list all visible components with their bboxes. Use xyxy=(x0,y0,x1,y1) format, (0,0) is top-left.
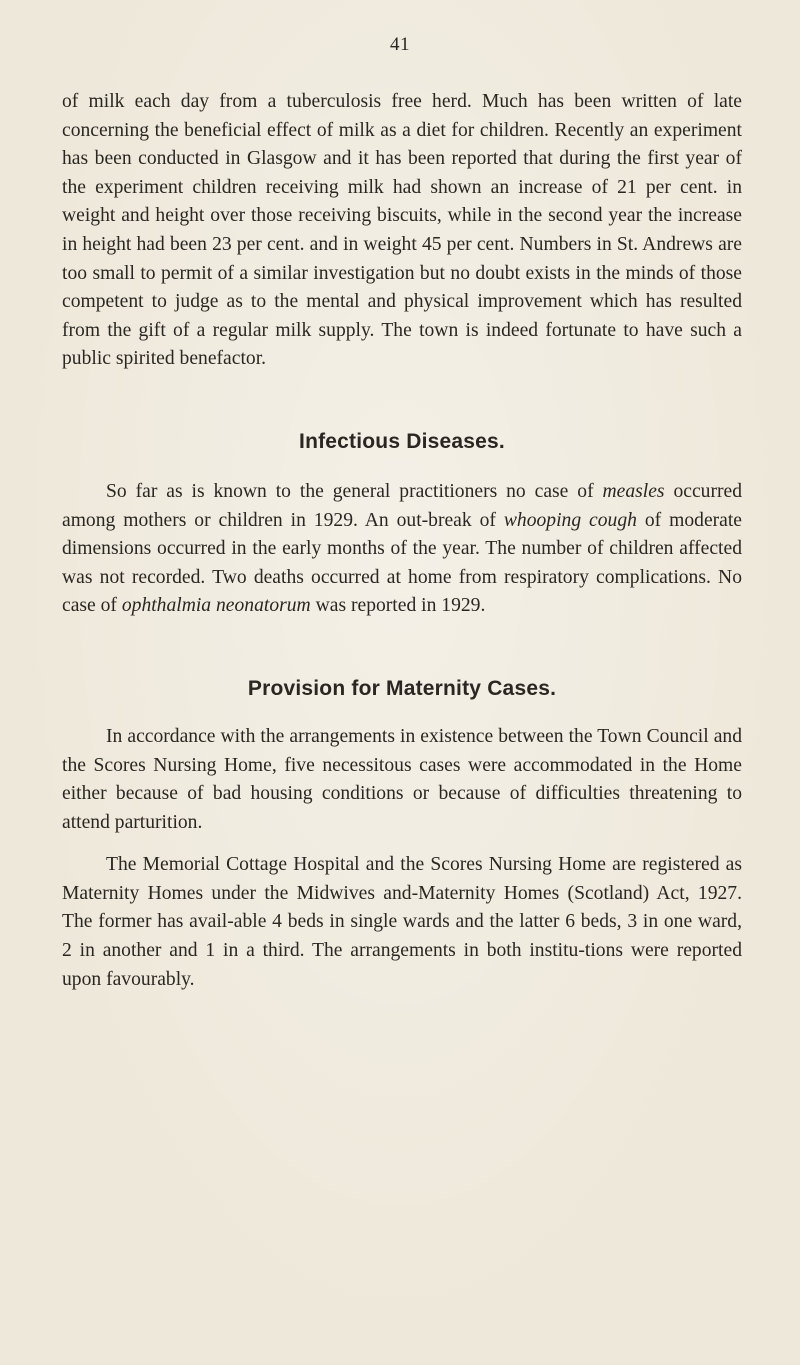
intro-paragraph: of milk each day from a tuberculosis free herd. Much has been written of late concerning the beneficial effect of milk as a diet for children. Recently an experiment has been conducted in Glasgow and it has been reported that during the first year of the experiment children receiving milk had shown an increase of 21 per cent. in weight and height over those receiving biscuits, while in the second year the increase in height had been 23 per cent. and in weight 45 per cent. Numbers in St. Andrews are too small to permit of a similar investigation but no doubt exists in the minds of those competent to judge as to the mental and physical improvement which has resulted from the gift of a regular milk supply. The town is indeed fortunate to have such a public spirited benefactor. xyxy=(62,91,742,370)
term-ophthalmia: ophthalmia neonatorum xyxy=(121,595,311,617)
heading-provision-maternity: Provision for Maternity Cases. xyxy=(247,676,557,700)
maternity-paragraph-1: In accordance with the arrangements in existence between the Town Council and the Scores Nursing Home, five necessitous cases were accommodated in the Home either because of bad housing conditions or because of difficulties threatening to attend parturition. xyxy=(62,725,742,833)
term-whooping-cough: whooping cough xyxy=(503,509,637,531)
maternity-paragraph-2: The Memorial Cottage Hospital and the Scores Nursing Home are registered as Maternity Homes under the Midwives and-Maternity Homes (Scotland) Act, 1927. The former has avail-able 4 beds in single wards and the latter 6 beds, 3 in one ward, 2 in another and 1 in a third. The arrangements in both institu-tions were reported upon favourably. xyxy=(62,854,742,990)
infectious-text-d: was reported in 1929. xyxy=(310,595,486,617)
infectious-text-b: occurred among mothers or children in 1929. An out-break of xyxy=(62,480,742,531)
paragraph-gap xyxy=(62,837,742,851)
page-content xyxy=(62,88,742,994)
term-measles: measles xyxy=(602,480,665,502)
heading-infectious-diseases: Infectious Diseases. xyxy=(299,429,505,453)
page-number: 41 xyxy=(390,34,410,55)
infectious-paragraph xyxy=(62,478,742,621)
infectious-text-c: of moderate dimensions occurred in the early months of the year. The number of children affected was not recorded. Two deaths occurred at home from respiratory complications. No case of xyxy=(62,509,743,617)
infectious-text-a: So far as is known to the general practitioners no case of xyxy=(106,480,603,502)
